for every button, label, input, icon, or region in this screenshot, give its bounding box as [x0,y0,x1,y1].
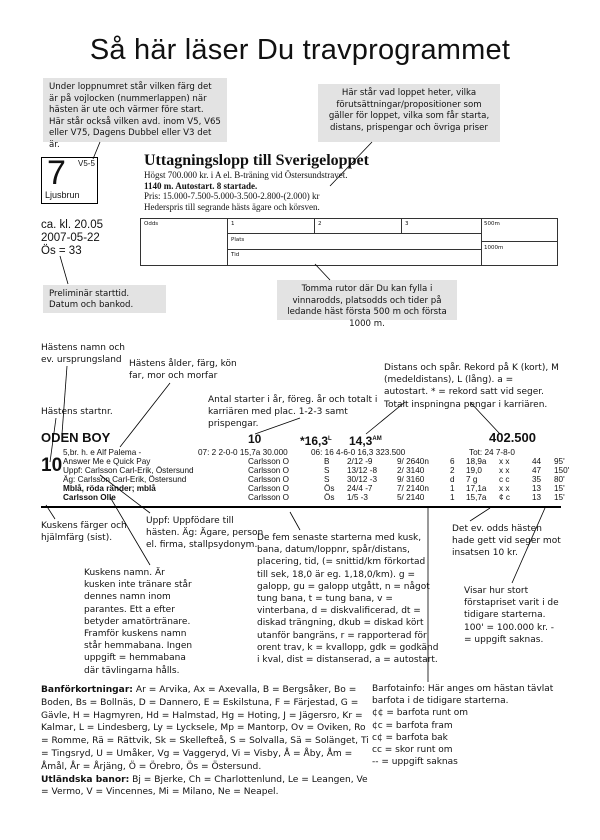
start-kusk: Carlsson O [248,484,289,493]
start-pris: 15' [554,484,565,493]
start-bana: B [324,457,330,466]
start-plac: d [450,475,455,484]
start-tid: 19,0 [466,466,482,475]
start-datum: 2/12 -9 [347,457,373,466]
utl-heading: Utländska banor: [41,774,130,785]
label-alder: Hästens ålder, färg, kön far, mor och morfar [129,359,237,382]
label-fem-senaste: De fem senaste starterna med kusk, bana, datum/loppnr, spår/distans, placering, tid, (= snittid/km förkortad till sek, 18,0 är eg. 1,18,0/km). g = galopp, gu = galopp utgått, n = något tung bana, t = tung bana, v = vinterbana, d = diskvalificerad, dt = diskad trängning, dkub = diskad kört utanför bangräns, r = rapporterad för orent trav, k = kvallopp, gdk = godkänd i kval, dist = distanserad, a = autostart. [257,533,439,666]
pedigree-line2: Answer Me e Quick Pay [63,457,151,466]
start-number: 10 [41,455,63,476]
season-2006: 06: 16 4-6-0 16,3 323.500 [311,448,406,457]
race-number: 7 [47,154,66,192]
start-odds: 35 [532,475,542,484]
banor-heading: Banförkortningar: [41,685,133,695]
career-total: Tot: 24 7-8-0 [469,448,515,457]
barfota-info: Barfotainfo: Här anges om hästan tävlat barfota i de tidigare starterna. ¢¢ = barfota runt om ¢c = barfota fram c¢ = barfota bak cc = skor runt om -- = uppgift saknas [372,684,554,768]
start-sp: 5/ 2140 [397,493,425,502]
start-barf: x x [499,457,510,466]
start-bana: S [324,466,330,475]
start-barf: c c [499,475,510,484]
start-kusk: Carlsson O [248,457,289,466]
start-plac: 6 [450,457,455,466]
banor-text: Ar = Arvika, Ax = Axevalla, B = Bergsåker, Bo = Boden, Bs = Bollnäs, D = Dannero, E = Eskilstuna, F = Färjestad, G = Gävle, H = Hagmyren, Hd = Halmstad, Hg = Hoting, J = Jägersro, Kr = Kalmar, L = Lindesberg, Ly = Lycksele, Mp = Mantorp, Ov = Oviken, Ro = Romme, Rä = Rättvik, Sk = Skellefteå, S = Solvalla, Sä = Solänget, Ti = Tingsryd, U = Umåker, Vg = Vaggeryd, Vi = Visby, Å = Åby, Åm = Åmål, År = Årjäng, Ö = Örebro, Ös = Östersund. [41,685,369,772]
start-odds: 47 [532,466,542,475]
start-time: ca. kl. 20.05 [41,219,104,231]
utl-text: Bj = Bjerke, Ch = Charlottenlund, Le = Leangen, Ve = Vermo, V = Vincennes, Mi = Milano, Ne = Neapel. [41,774,368,798]
start-tid: 15,7a [466,493,487,502]
start-sp: 2/ 3140 [397,466,425,475]
label-distans: Distans och spår. Rekord på K (kort), M (medeldistans), L (lång). a = autostart. * = rekord satt vid seger. Totalt inspningna pengar i karriären. [384,363,559,410]
note-starttid: Preliminär starttid. Datum och bankod. [43,285,166,313]
start-datum: 24/4 -7 [347,484,373,493]
start-barf: x x [499,466,510,475]
start-odds: 13 [532,484,542,493]
start-sp: 7/ 2140n [397,484,429,493]
start-tid: 7 g [466,475,478,484]
colors: Mblå, röda ränder; mblå [63,484,156,493]
label-odds: Det ev. odds hästen hade gett vid seger mot insatsen 10 kr. [452,524,561,559]
start-kusk: Carlsson O [248,493,289,502]
start-tid: 18,9a [466,457,487,466]
label-startnr: Hästens startnr. [41,407,113,417]
start-kusk: Carlsson O [248,475,289,484]
note-loppnummer: Under loppnumret står vilken färg det är på vojlocken (nummerlappen) när hästen är ute och värmer före start. Här står också vilken avd. inom V5, V65 eller V75, Dagens Dubbel eller V3 det är. [43,78,227,142]
total-earnings: 402.500 [489,430,536,445]
race-conditions: Högst 700.000 kr. i A el. B-träning vid Östersundstravet. 1140 m. Autostart. 8 startade. Pris: 15.000-7.500-5.000-3.500-2.800-(2.000) kr Hederspris till segrande hästs ägare och körsven. [144,170,348,212]
label-antal-starter: Antal starter i år, föreg. år och totalt i karriären med plac. 1-2-3 samt prispengar. [208,395,378,430]
note-tomma-rutor: Tomma rutor där Du kan fylla i vinnarodds, platsodds och tider på ledande häst första 500 m och första 1000 m. [277,280,457,320]
record-2: $14,3^{AM}$ [349,434,382,448]
start-bana: S [324,475,330,484]
start-datum: 13/12 -8 [347,466,378,475]
race-track-color: Ljusbrun [45,190,80,200]
race-name: Uttagningslopp till Sverigeloppet [144,152,369,169]
label-forsta-pris: Visar hur stort förstapriset varit i de tidigare starterna. 100' = 100.000 kr. - = uppgift saknas. [464,586,559,645]
breeder: Uppf: Carlsson Carl-Erik, Östersund [63,466,194,475]
record-1: $*16,3^L$ [300,434,332,448]
label-kuskens-namn: Kuskens namn. Är kusken inte tränare står dennes namn inom parantes. Ett a efter betyder amatörtränare. Framför kuskens namn står hemmabana. Ingen uppgift = hemmabana där tävlingarna hålls. [84,568,193,676]
start-datum: 30/12 -3 [347,475,378,484]
start-pris: 15' [554,493,565,502]
bankod: Ös = 33 [41,245,82,257]
page-title: Så här läser Du travprogrammet [89,34,511,66]
label-hastens-namn: Hästens namn och ev. ursprungsland [41,343,126,366]
season-2007: 07: 2 2-0-0 15,7a 30.000 [198,448,288,457]
start-plac: 1 [450,484,455,493]
start-tid: 17,1a [466,484,487,493]
start-pris: 95' [554,457,565,466]
start-sp: 9/ 2640n [397,457,429,466]
start-pris: 80' [554,475,565,484]
start-kusk: Carlsson O [248,466,289,475]
odds-time-grid: Odds 1 2 3 500m Plats 1000m Tid [140,218,558,266]
start-plac: 1 [450,493,455,502]
start-odds: 44 [532,457,542,466]
race-date: 2007-05-22 [41,232,100,244]
start-barf: ¢ c [499,493,510,502]
owner: Äg: Carlsson Carl-Erik, Östersund [63,475,187,484]
race-division: V5-5 [78,159,95,168]
driver: Carlsson Olle [63,493,116,502]
start-odds: 13 [532,493,542,502]
start-datum: 1/5 -3 [347,493,368,502]
start-bana: Ös [324,493,335,502]
horse-ticket: 10 [248,432,262,446]
label-uppfodare: Uppf: Uppfödare till hästen. Äg: Ägare, person el. firma, stallpsydonym. [146,516,264,551]
label-kuskens-farger: Kuskens färger och hjälmfärg (sist). [41,521,127,544]
pedigree-line1: 5,br. h. e Alf Palema - [63,448,142,457]
start-sp: 9/ 3160 [397,475,425,484]
start-barf: x x [499,484,510,493]
start-bana: Ös [324,484,335,493]
start-plac: 2 [450,466,455,475]
start-pris: 150' [554,466,570,475]
note-loppets-namn: Här står vad loppet heter, vilka förutsättningar/propositioner som gäller för loppet, vilka som får starta, distans, prispengar och övriga priser [318,84,500,142]
horse-name: ODEN BOY [41,430,111,445]
